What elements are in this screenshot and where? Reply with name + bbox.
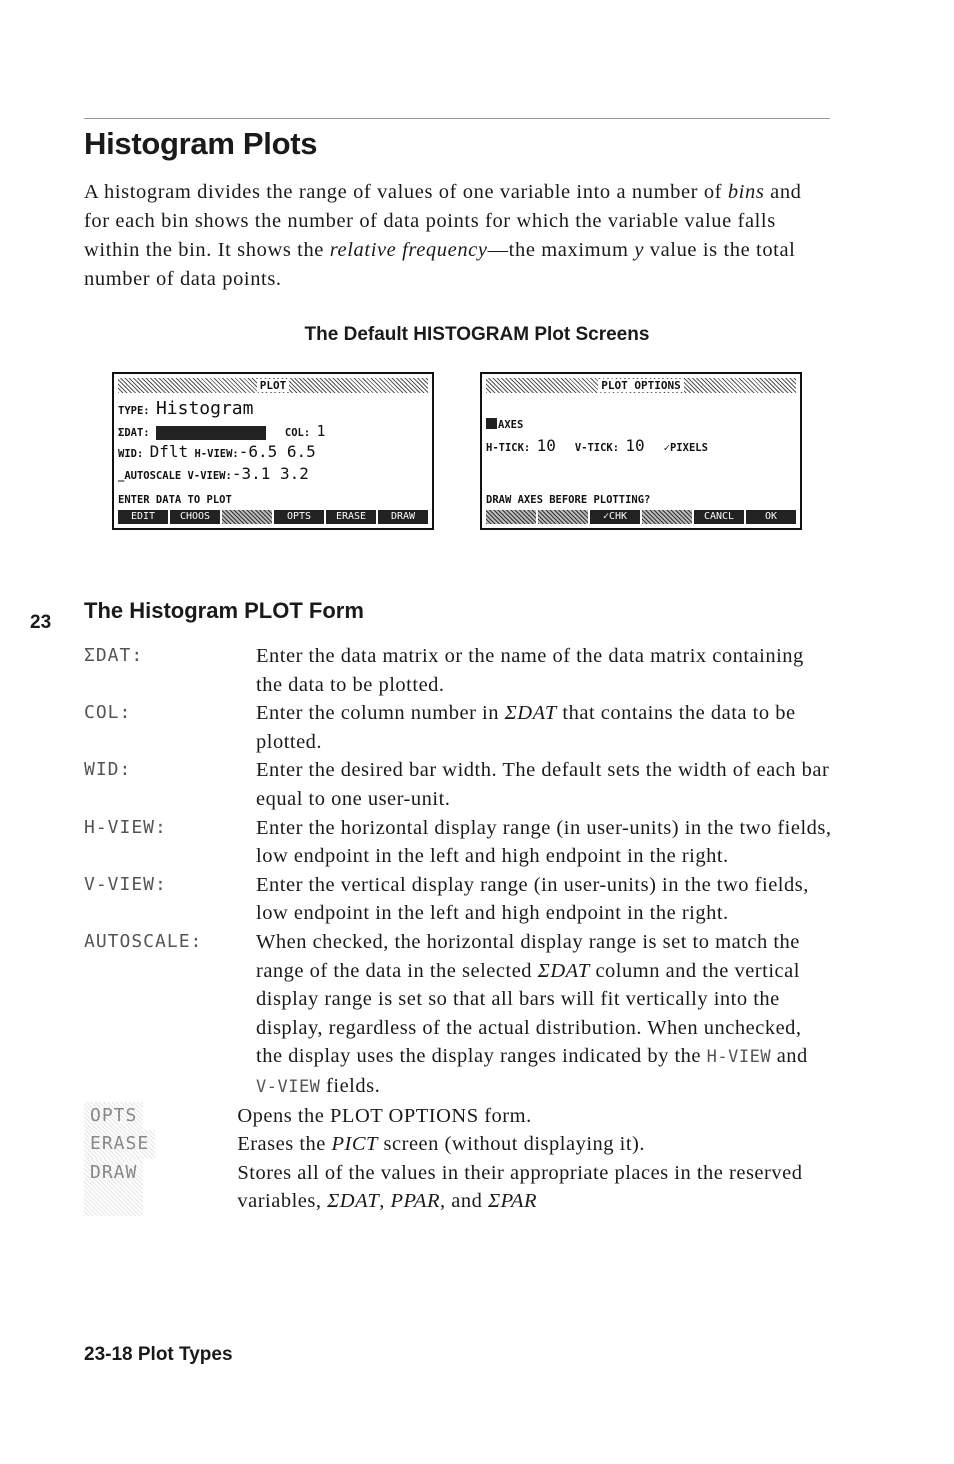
chapter-number: 23 — [30, 612, 52, 633]
page-footer: 23-18 Plot Types — [84, 1344, 233, 1365]
definition-text: Enter the data matrix or the name of the data matrix containing the data to be plotted. — [256, 645, 804, 696]
definition-term: V-VIEW: — [84, 873, 167, 895]
definition-term: WID: — [84, 759, 132, 781]
softkey-edit[interactable]: EDIT — [118, 510, 168, 524]
definition-term: AUTOSCALE: — [84, 930, 203, 952]
opts-softkey-label: OPTS — [84, 1102, 143, 1131]
definition-text: Stores all of the values in their appropriate places in the reserved variables, ΣDAT, PPAR, and ΣPAR — [237, 1161, 803, 1213]
top-rule — [84, 118, 830, 119]
softkey-chk[interactable]: ✓CHK — [590, 510, 640, 524]
softkey-erase[interactable]: ERASE — [326, 510, 376, 524]
definition-row — [84, 642, 832, 699]
definition-term: COL: — [84, 702, 132, 724]
draw-softkey-label: DRAW — [84, 1159, 143, 1216]
definition-row — [84, 1130, 832, 1159]
type-row: TYPE: Histogram — [118, 398, 254, 419]
axes-checkbox[interactable] — [486, 418, 497, 429]
definition-row — [84, 1159, 832, 1216]
plot-screen — [112, 372, 434, 530]
definition-text: Erases the PICT screen (without displaying it). — [237, 1133, 645, 1156]
status-line: DRAW AXES BEFORE PLOTTING? — [486, 494, 651, 506]
status-line: ENTER DATA TO PLOT — [118, 494, 232, 506]
definition-row — [84, 756, 832, 813]
definition-text: Enter the vertical display range (in user-units) in the two fields, low endpoint in the left and high endpoint in the right. — [256, 873, 809, 925]
definition-list — [84, 642, 832, 1216]
erase-softkey-label: ERASE — [84, 1130, 155, 1159]
intro-paragraph: A histogram divides the range of values of one variable into a number of bins and for each bin shows the number of data points for which the variable value falls within the bin. It shows the relative frequency—the maximum y value is the total number of data points. — [84, 181, 802, 290]
softkey-blank — [486, 510, 536, 524]
sdat-field[interactable] — [156, 426, 266, 440]
softkey-blank — [642, 510, 692, 524]
screen-title-bar: PLOT OPTIONS — [486, 378, 796, 393]
definition-row — [84, 928, 832, 1102]
sdat-row: ΣDAT: COL: 1 — [118, 422, 326, 440]
screen-title-bar: PLOT — [118, 378, 428, 393]
softkey-ok[interactable]: OK — [746, 510, 796, 524]
page-title: Histogram Plots — [84, 126, 318, 161]
definition-row — [84, 871, 832, 928]
definition-text: Opens the PLOT OPTIONS form. — [237, 1104, 532, 1127]
softkey-draw[interactable]: DRAW — [378, 510, 428, 524]
axes-row: AXES — [486, 418, 523, 431]
softkey-blank — [222, 510, 272, 524]
definition-row — [84, 1102, 832, 1131]
wid-row: WID: Dflt H-VIEW:-6.5 6.5 — [118, 442, 316, 461]
autoscale-row: _AUTOSCALE V-VIEW:-3.1 3.2 — [118, 464, 309, 483]
plot-options-screen — [480, 372, 802, 530]
definition-row — [84, 814, 832, 871]
softkey-blank — [538, 510, 588, 524]
softkey-menu — [118, 510, 428, 524]
softkey-choos[interactable]: CHOOS — [170, 510, 220, 524]
figure-caption: The Default HISTOGRAM Plot Screens — [304, 324, 650, 345]
softkey-cancel[interactable]: CANCL — [694, 510, 744, 524]
definition-term: H-VIEW: — [84, 816, 167, 838]
section-heading: The Histogram PLOT Form — [84, 598, 364, 623]
definition-text: When checked, the horizontal display range is set to match the range of the data in the selected ΣDAT column and the vertical display range is set so that all bars will fit vertically into the display, regardless of the actual distribution. When unchecked, the display uses the display ranges indicated by the H-VIEW and V-VIEW fields. — [256, 930, 808, 1097]
definition-term: ΣDAT: — [84, 645, 144, 666]
definition-row — [84, 699, 832, 756]
definition-text: Enter the column number in ΣDAT that contains the data to be plotted. — [256, 702, 796, 753]
softkey-opts[interactable]: OPTS — [274, 510, 324, 524]
softkey-menu — [486, 510, 796, 524]
tick-row: H-TICK: 10 V-TICK: 10 ✓PIXELS — [486, 436, 708, 455]
definition-text: Enter the horizontal display range (in user-units) in the two fields, low endpoint in the left and high endpoint in the right. — [256, 816, 832, 868]
definition-text: Enter the desired bar width. The default sets the width of each bar equal to one user-unit. — [256, 759, 830, 810]
